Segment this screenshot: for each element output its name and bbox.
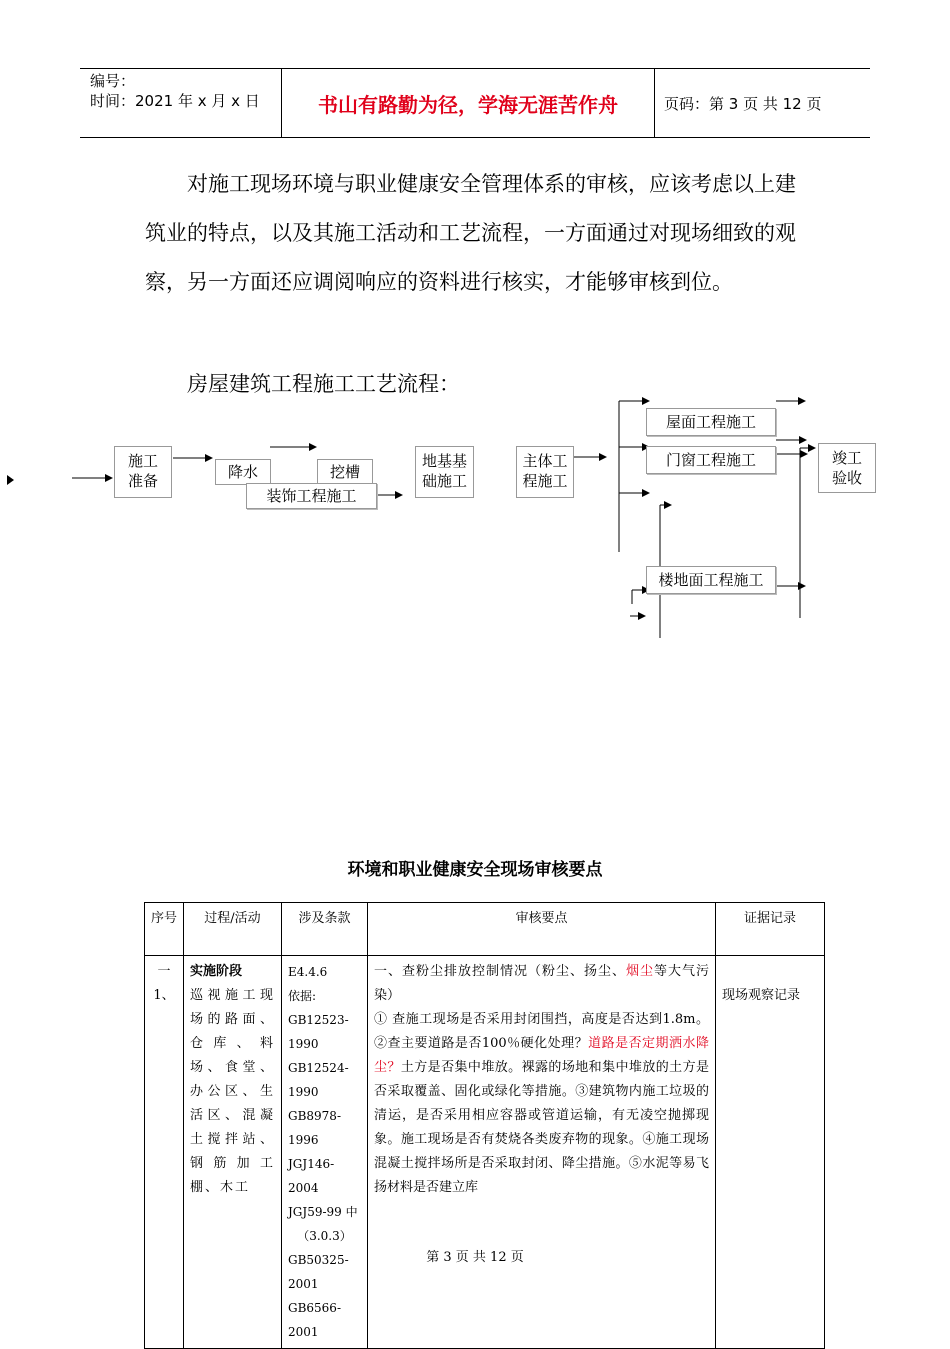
flow-caption-text: 房屋建筑工程施工工艺流程： (187, 372, 460, 396)
intro-text: 对施工现场环境与职业健康安全管理体系的审核，应该考虑以上建筑业的特点，以及其施工活动和工艺流程，一方面通过对现场细致的观察，另一方面还应调阅响应的资料进行核实，才能够审核到位。 (145, 172, 796, 294)
flow-step-foundation-line: 地基基 (421, 452, 467, 470)
table-row (145, 956, 825, 1349)
flow-step-trench: 挖槽 (317, 459, 373, 485)
clause-item: GB12523-1990 (288, 1013, 349, 1051)
flow-step-foundation (415, 446, 474, 498)
page-header (80, 68, 870, 138)
header-clause: 涉及条款 (282, 903, 368, 956)
flow-step-main-line: 主体工 (522, 452, 568, 470)
points-text: ① 查施工现场是否采用封闭围挡，高度是否达到1.8m。②查主要道路是否100％硬化处理？ (374, 1012, 709, 1051)
clause-item: JGJ146-2004 (288, 1157, 335, 1195)
row-audit-points (368, 956, 716, 1349)
flow-connectors (0, 390, 950, 650)
doc-number-label: 编号： (90, 72, 136, 90)
clause-item: E4.4.6 (288, 965, 328, 979)
flow-step-roof: 屋面工程施工 (646, 408, 776, 436)
points-text: 等大气污染） (374, 964, 709, 1003)
row-process-stage: 实施阶段 (190, 964, 243, 979)
clause-item: （3.0.3） (297, 1229, 352, 1243)
flow-step-acceptance (818, 443, 876, 493)
flow-step-prep-line: 准备 (127, 472, 158, 490)
clause-item: JGJ59-99 中 (288, 1205, 358, 1219)
table-header-row (145, 903, 825, 956)
table-title: 环境和职业健康安全现场审核要点 (347, 860, 603, 880)
flow-step-prep (114, 446, 172, 498)
clause-item: GB6566-2001 (288, 1301, 341, 1339)
row-seq: 一1、 (145, 956, 184, 1349)
flow-step-decor: 装饰工程施工 (246, 483, 377, 509)
header-motto: 书山有路勤为径，学海无涯苦作舟 (318, 92, 618, 117)
intro-paragraph (145, 160, 810, 307)
row-clauses (282, 956, 368, 1349)
header-evidence: 证据记录 (716, 903, 825, 956)
flow-step-dewater: 降水 (215, 459, 271, 485)
row-process (184, 956, 282, 1349)
points-text: 土方是否集中堆放。裸露的场地和集中堆放的土方是否采取覆盖、固化或绿化等措施。③建筑物内施工垃圾的清运，是否采用相应容器或管道运输，有无凌空抛掷现象。施工现场是否有焚烧各类废弃物的现象。④施工现场混凝土搅拌场所是否采取封闭、降尘措施。⑤水泥等易飞扬材料是否建立库 (374, 1060, 709, 1195)
row-evidence (716, 956, 825, 1349)
header-divider (654, 69, 655, 137)
doc-time-label: 时间：2021 年 x 月 x 日 (90, 92, 260, 110)
flow-step-main (516, 446, 574, 498)
clause-item: 依据: (288, 989, 317, 1003)
flow-step-floor: 楼地面工程施工 (646, 566, 776, 594)
clause-item: GB8978-1996 (288, 1109, 341, 1147)
flow-step-acceptance-line: 竣工 (831, 449, 862, 467)
flow-step-door: 门窗工程施工 (646, 446, 776, 474)
audit-table (144, 902, 825, 1349)
header-page-label: 页码：第 3 页 共 12 页 (664, 95, 822, 113)
row-process-text: 巡视施工现场的路面、仓库、料场、食堂、办公区、生活区、混凝土搅拌站、钢筋加工棚、木工 (190, 988, 275, 1195)
clause-item: GB50325-2001 (288, 1253, 349, 1291)
points-text: 一、查粉尘排放控制情况（粉尘、扬尘、 (374, 964, 626, 979)
page-footer: 第 3 页 共 12 页 (426, 1250, 524, 1265)
header-process: 过程/活动 (184, 903, 282, 956)
points-highlight: 道路是否定期洒水降尘？ (374, 1036, 709, 1075)
header-points: 审核要点 (368, 903, 716, 956)
points-highlight: 烟尘 (625, 964, 654, 979)
flow-step-main-line: 程施工 (522, 472, 568, 490)
clause-item: GB12524-1990 (288, 1061, 349, 1099)
flow-step-acceptance-line: 验收 (831, 469, 862, 487)
header-seq: 序号 (145, 903, 184, 956)
flow-step-prep-line: 施工 (127, 452, 158, 470)
evidence-text: 现场观察记录 (722, 988, 801, 1003)
flow-step-foundation-line: 础施工 (421, 472, 467, 490)
header-meta (90, 71, 260, 111)
